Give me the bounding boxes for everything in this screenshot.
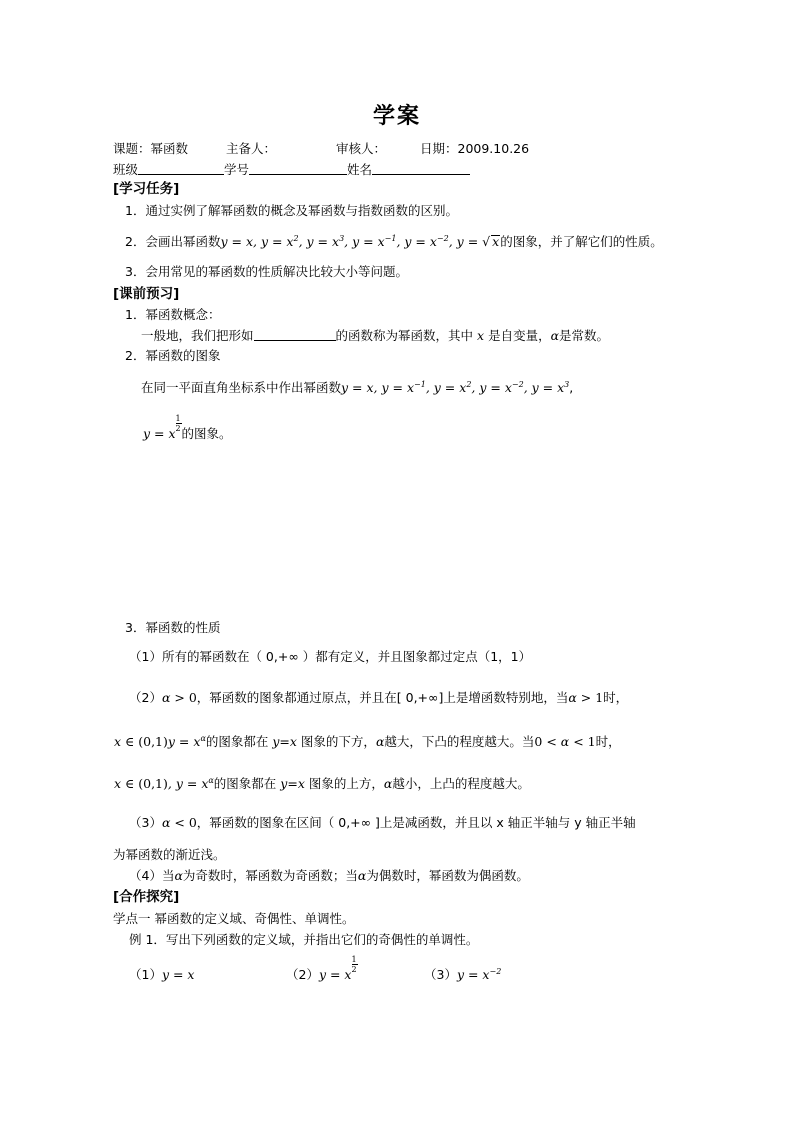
- property-3-line-1: （3）α < 0，幂函数的图象在区间（ 0,+∞ ]上是减函数，并且以 x 轴正半轴与 y 轴正半轴: [129, 815, 636, 830]
- study-point-1: 学点一 幂函数的定义域、奇偶性、单调性。: [113, 911, 355, 926]
- page-title: 学案: [373, 104, 422, 129]
- student-info-line: [113, 163, 470, 177]
- name-label: 姓名: [347, 162, 373, 177]
- example-1-part-c: $(3)y = x^{-2}$: [424, 967, 502, 982]
- preview-item-2: 2．幂函数的图象: [125, 348, 221, 363]
- id-blank: [249, 163, 347, 175]
- task-item-3: 3．会用常见的幂函数的性质解决比较大小等问题。: [125, 264, 408, 279]
- graph-instruction: 在同一平面直角坐标系中作出幂函数y = x, $y = x^{-1}$, $y = x^2$, $y = x^{-2}$, $y = x^3$,: [141, 380, 574, 395]
- example-1: 例 1．写出下列函数的定义域，并指出它们的奇偶性的单调性。: [129, 932, 479, 947]
- class-blank: [138, 163, 224, 175]
- date-label: 日期：2009.10.26: [420, 141, 530, 156]
- property-2-line-3: x ∈ (0,1), $y = x^\alpha$的图象都在 y=x 图象的上方，α越小，上凸的程度越大。: [114, 776, 530, 791]
- preview-heading: [课前预习]: [113, 286, 180, 302]
- concept-line: 一般地，我们把形如 的函数称为幂函数，其中 x 是自变量，α是常数。: [141, 328, 610, 343]
- graph-instruction-cont: y = x $\frac{1}{2}$ 的图象。: [143, 414, 232, 441]
- topic-label: 课题：幂函数: [113, 141, 189, 156]
- example-1-part-b: （2）y = x $\frac{1}{2}$: [286, 955, 357, 982]
- preview-item-3: 3．幂函数的性质: [125, 620, 221, 635]
- property-4: （4）当α为奇数时，幂函数为奇函数；当α为偶数时，幂函数为偶函数。: [129, 868, 529, 883]
- property-2-line-1: （2）α > 0，幂函数的图象都通过原点，并且在[ 0,+∞]上是增函数特别地，当α > 1时，: [129, 690, 629, 705]
- task-item-2: 2．会画出幂函数y = x, $y = x^2$, $y = x^3$, $y = x^{-1}$, $y = x^{-2}$, y = √ x的图象，并了解它们的性质。: [125, 234, 663, 249]
- class-label: 班级: [113, 162, 139, 177]
- explore-heading: [合作探究]: [113, 889, 180, 905]
- power-function-list: y = x, $y = x^2$, $y = x^3$, $y = x^{-1}$, $y = x^{-2}$, y = √ x: [220, 234, 500, 249]
- reviewer-label: 审核人：: [336, 141, 387, 156]
- task-item-1: 1．通过实例了解幂函数的概念及幂函数与指数函数的区别。: [125, 203, 458, 218]
- property-1: （1）所有的幂函数在（ 0,+∞ ）都有定义，并且图象都过定点（1，1）: [129, 649, 532, 664]
- example-1-part-a: （1）y = x: [129, 967, 195, 982]
- author-label: 主备人：: [226, 141, 277, 156]
- property-3-line-2: 为幂函数的渐近浅。: [113, 847, 226, 862]
- id-label: 学号: [224, 162, 250, 177]
- name-blank: [372, 163, 470, 175]
- property-2-line-2: x ∈ $(0,1)y = x^\alpha$的图象都在 y=x 图象的下方，α越大，下凸的程度越大。当0 < α < 1时，: [114, 734, 621, 749]
- tasks-heading: [学习任务]: [113, 181, 180, 197]
- preview-item-1: 1．幂函数概念：: [125, 307, 221, 322]
- concept-blank[interactable]: [254, 329, 336, 341]
